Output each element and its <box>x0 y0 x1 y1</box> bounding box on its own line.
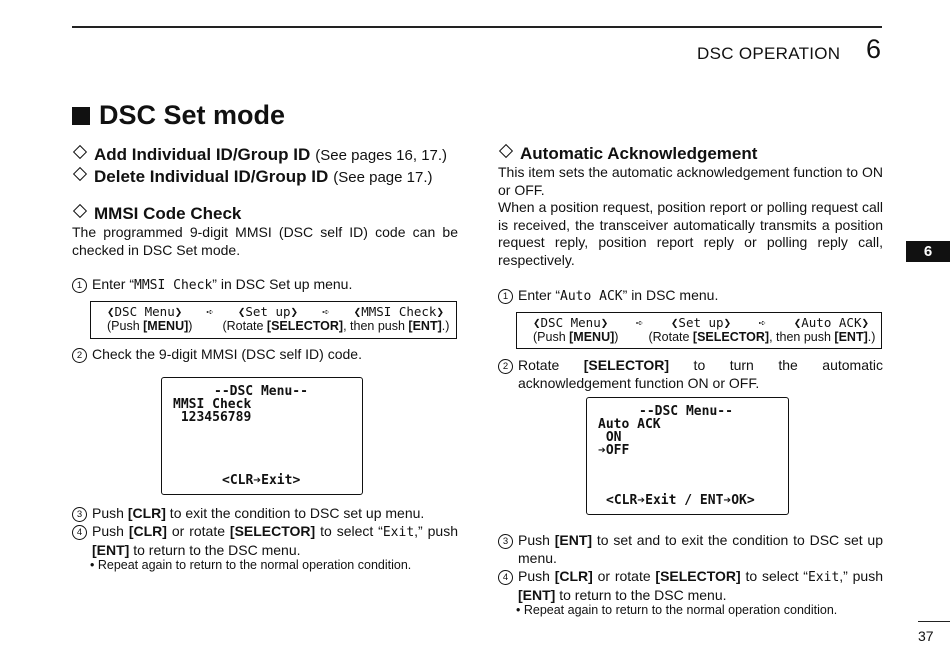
mmsi-step-3: 3 Push [CLR] to exit the condition to DSC set up menu. <box>72 505 458 523</box>
diamond-icon <box>73 204 87 218</box>
menu-note: (Push [MENU]) (Rotate [SELECTOR], then push [ENT].) <box>107 319 450 333</box>
auto-ack-step-4: 4 Push [CLR] or rotate [SELECTOR] to select “Exit,” push [ENT] to return to the DSC menu. <box>498 568 883 604</box>
mmsi-step-2: 2 Check the 9-digit MMSI (DSC self ID) code. <box>72 346 458 364</box>
footer-rule <box>918 621 950 622</box>
diamond-icon <box>73 145 87 159</box>
auto-ack-step-1: 1 Enter “Auto ACK” in DSC menu. <box>498 287 883 306</box>
menu-path: ❮DSC Menu❯ ➪ ❮Set up❯ ➪ ❮MMSI Check❯ <box>107 304 444 319</box>
section-title-text: DSC Set mode <box>99 100 286 130</box>
heading-auto-ack: Automatic Acknowledgement <box>498 145 883 163</box>
auto-ack-step-3: 3 Push [ENT] to set and to exit the condition to DSC set up menu. <box>498 532 883 567</box>
auto-ack-intro-2: When a position request, position report or polling request call is received, the transceiver automatically transmits a position request reply, position report reply or polling reply call, respectively. <box>498 199 883 268</box>
arrow-icon: ➪ <box>758 315 767 330</box>
mmsi-step-4: 4 Push [CLR] or rotate [SELECTOR] to select “Exit,” push [ENT] to return to the DSC menu. <box>72 523 458 559</box>
diamond-icon <box>73 167 87 181</box>
heading-mmsi-check: MMSI Code Check <box>72 205 458 223</box>
arrow-icon: ➪ <box>206 304 214 319</box>
auto-ack-step-2: 2 Rotate [SELECTOR] to turn the automatic acknowledgement function ON or OFF. <box>498 357 883 392</box>
square-bullet-icon <box>72 107 90 125</box>
page-number: 37 <box>918 628 934 644</box>
chapter-number: 6 <box>866 34 882 64</box>
menu-note: (Push [MENU]) (Rotate [SELECTOR], then push [ENT].) <box>533 330 876 344</box>
section-title <box>72 100 285 131</box>
chapter-title: DSC OPERATION <box>697 44 841 63</box>
mmsi-step-1: 1 Enter “MMSI Check” in DSC Set up menu. <box>72 276 458 295</box>
auto-ack-intro-1: This item sets the automatic acknowledgement function to ON or OFF. <box>498 164 883 198</box>
auto-ack-lcd-display: --DSC Menu-- Auto ACK ON ➔OFF <CLR➔Exit / ENT➔OK> <box>586 397 789 515</box>
mmsi-menu-path-box <box>90 301 457 339</box>
chapter-side-tab: 6 <box>906 241 950 262</box>
menu-path: ❮DSC Menu❯ ➪ ❮Set up❯ ➪ ❮Auto ACK❯ <box>533 315 869 330</box>
mmsi-intro: The programmed 9-digit MMSI (DSC self ID) code can be checked in DSC Set mode. <box>72 224 458 258</box>
mmsi-bullet-note: • Repeat again to return to the normal operation condition. <box>90 558 412 572</box>
mmsi-lcd-display: --DSC Menu-- MMSI Check 123456789 <CLR➔Exit> <box>161 377 363 495</box>
diamond-icon <box>499 144 513 158</box>
arrow-icon: ➪ <box>322 304 330 319</box>
auto-ack-bullet-note: • Repeat again to return to the normal operation condition. <box>516 603 838 617</box>
auto-ack-menu-path-box <box>516 312 882 349</box>
heading-delete-id: Delete Individual ID/Group ID (See page 17.) <box>72 168 458 187</box>
heading-add-id: Add Individual ID/Group ID (See pages 16, 17.) <box>72 146 458 165</box>
arrow-icon: ➪ <box>635 315 644 330</box>
header-rule <box>72 26 882 28</box>
